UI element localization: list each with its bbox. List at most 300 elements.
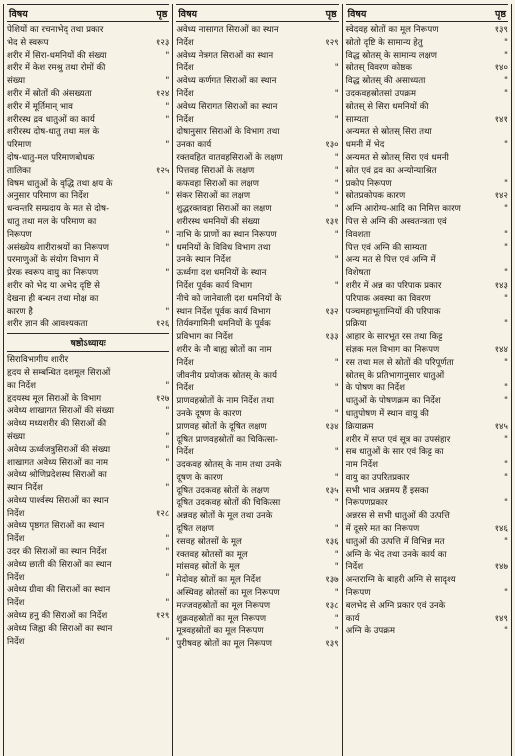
index-entry <box>176 267 338 293</box>
entry-title: शरीर ज्ञान की आवश्यकता <box>7 319 88 330</box>
index-entry <box>176 242 338 268</box>
entry-title: रक्तवहित वातवहसिराओं के लक्षण <box>176 152 283 163</box>
entry-page: " <box>504 140 508 151</box>
entry-page: १२५ <box>155 165 170 176</box>
entry-page: " <box>334 229 339 240</box>
index-entry <box>176 344 338 370</box>
entry-page: " <box>334 255 339 266</box>
entry-title: हृदय से सम्बन्धित दशमूल सिराओं का निर्देश <box>7 367 111 391</box>
entry-page: " <box>504 76 508 87</box>
entry-page: " <box>165 101 170 112</box>
entry-page: " <box>504 626 508 637</box>
entry-title: पित्त एवं अग्नि की साम्यता <box>345 242 427 253</box>
index-entry <box>176 165 338 178</box>
index-entry <box>176 510 338 536</box>
entry-title: शरीर के नौ बाह्य स्रोतों का नाम निर्देश <box>176 344 272 368</box>
entry-page: " <box>504 434 508 445</box>
entry-title: सिराविभागीय शारीर <box>7 355 69 366</box>
header-subject: विषय <box>347 9 367 20</box>
index-entry <box>7 405 169 418</box>
index-entry <box>176 190 338 203</box>
entry-page: १३६ <box>325 536 339 547</box>
index-entry <box>7 254 169 280</box>
entry-title: शरीरस्थ धमनियों की संख्या <box>176 216 260 227</box>
entry-page: " <box>334 626 339 637</box>
index-entry <box>346 434 508 447</box>
entry-title: पित्त से अग्नि की अस्वतन्त्रता एवं विवशता <box>345 216 447 240</box>
entry-page: " <box>334 562 339 573</box>
entry-page: " <box>504 50 508 61</box>
index-entry <box>346 126 508 152</box>
index-entry <box>176 203 338 216</box>
index-entry <box>176 587 338 600</box>
index-entry <box>7 178 169 204</box>
entry-title: शरीर में सप्त एवं सूत्र का उपसंहार <box>345 434 451 445</box>
entry-title: धातुओं के पोषणक्रम का निर्देश <box>345 396 441 407</box>
entry-title: मज्जवहस्रोतों का मूल निरूपण <box>176 600 271 611</box>
index-entry <box>7 280 169 318</box>
entry-title: अवेध्य शाखागत सिराओं की संख्या <box>7 406 114 417</box>
entry-list <box>176 24 338 651</box>
entry-page: " <box>165 483 170 494</box>
index-entry <box>346 62 508 75</box>
index-entry <box>176 395 338 421</box>
entry-list <box>7 24 169 331</box>
entry-page: " <box>504 293 508 304</box>
entry-page: " <box>504 357 508 368</box>
index-entry <box>7 24 169 50</box>
index-entry <box>176 318 338 344</box>
entry-page: " <box>165 444 170 455</box>
index-entry <box>176 50 338 76</box>
entry-page: " <box>165 598 170 609</box>
column-header <box>346 4 508 22</box>
entry-title: हृदयस्थ मूल सिराओं के विभाग <box>7 393 102 404</box>
entry-title: विद्ध स्रोतस् की असाध्यता <box>345 76 426 87</box>
index-entry <box>176 75 338 101</box>
entry-page: १३७ <box>325 575 339 586</box>
entry-title: दोष-धातु-मल परिमाणबोधक तालिका <box>7 152 95 176</box>
index-entry <box>346 472 508 485</box>
entry-page: " <box>165 114 170 125</box>
entry-title: पञ्चमहाभूताग्नियों की परिपाक प्रक्रिया <box>345 306 441 330</box>
entry-page: १२३ <box>155 37 170 48</box>
entry-page: " <box>334 178 339 189</box>
index-entry <box>346 242 508 255</box>
index-entry <box>346 88 508 101</box>
entry-page: १३१ <box>325 216 339 227</box>
index-entry <box>7 546 169 559</box>
entry-title: अन्यमत से स्रोतस् सिरा तथा धमनी में भेद <box>345 127 432 151</box>
entry-page: " <box>334 204 339 215</box>
entry-title: पित्तवह सिराओं के लक्षण <box>176 165 255 176</box>
index-entry <box>346 485 508 511</box>
entry-list <box>7 354 169 648</box>
entry-page: " <box>334 63 339 74</box>
entry-page: " <box>504 319 508 330</box>
index-entry <box>346 254 508 280</box>
entry-title: अवेध्य पार्श्वस्थ सिराओं का स्थान निर्देश <box>7 495 109 519</box>
index-entry <box>176 613 338 626</box>
index-entry <box>176 152 338 165</box>
entry-page: १४९ <box>494 613 508 624</box>
index-entry <box>7 50 169 63</box>
entry-page: १३५ <box>325 485 339 496</box>
entry-title: कफवहा सिराओं का लक्षण <box>176 178 259 189</box>
entry-title: धन्वन्तरि सम्प्रदाय के मत से दोष- धातु तथा मल के परिमाण का निरूपण <box>7 204 110 240</box>
index-entry <box>346 536 508 549</box>
entry-title: अवेध्य छाती की सिराओं का स्थान निर्देश <box>7 559 112 583</box>
entry-page: १३२ <box>325 306 339 317</box>
entry-page: " <box>165 431 170 442</box>
entry-title: अन्तराग्नि के बाहरी अग्नि से सादृश्य निरूपण <box>345 575 456 599</box>
entry-title: स्रोतप्रकोपक कारण <box>345 191 406 202</box>
entry-title: अन्नवह स्रोतों के मूल तथा उनके दूषित लक्षण <box>176 511 273 535</box>
entry-page: " <box>165 268 170 279</box>
entry-title: आहार के सारभूत रस तथा किट्ट संज्ञक मल विभाग का निरूपण <box>345 332 443 355</box>
index-entry <box>346 50 508 63</box>
entry-page: " <box>165 306 170 317</box>
entry-page: १४२ <box>494 191 508 202</box>
entry-page: " <box>334 524 339 535</box>
entry-page: १२८ <box>155 508 170 519</box>
index-entry <box>7 444 169 457</box>
entry-title: मेदोवह स्रोतों का मूल निर्देश <box>176 575 261 586</box>
index-entry <box>176 459 338 485</box>
entry-page: " <box>165 636 170 647</box>
entry-page: " <box>334 165 339 176</box>
index-entry <box>7 610 169 623</box>
index-entry <box>346 75 508 88</box>
entry-title: रक्तवह स्रोतसों का मूल <box>176 549 248 560</box>
index-entry <box>346 24 508 37</box>
entry-page: १२९ <box>325 37 339 48</box>
entry-title: धातुपोषण में स्थान वायु की क्रियाक्रम <box>345 408 429 432</box>
index-entry <box>7 520 169 546</box>
entry-title: अग्नि के भेद तथा उनके कार्य का निर्देश <box>345 549 447 573</box>
index-entry <box>7 152 169 178</box>
index-entry <box>176 561 338 574</box>
index-entry <box>346 600 508 626</box>
entry-page: " <box>504 460 508 471</box>
index-entry <box>7 495 169 521</box>
index-entry <box>176 24 338 50</box>
entry-page: १२७ <box>155 393 170 404</box>
entry-page: " <box>504 229 508 240</box>
header-page: पृष्ठ <box>325 9 337 20</box>
header-page: पृष्ठ <box>494 9 506 20</box>
index-entry <box>7 457 169 470</box>
entry-page: " <box>165 534 170 545</box>
entry-title: परिपाक अवस्था का विवरण <box>345 293 431 304</box>
index-entry <box>176 600 338 613</box>
entry-title: उदकवह स्रोतस् के नाम तथा उनके दूषण के कारण <box>176 460 282 483</box>
header-subject: विषय <box>178 9 198 20</box>
entry-title: नाभि के प्राणों का स्थान निरूपण <box>176 229 277 240</box>
index-entry <box>176 574 338 587</box>
index-entry <box>176 549 338 562</box>
index-entry <box>176 229 338 242</box>
entry-title: सभी भाव अन्नमय हैं इसका निरूपणप्रकार <box>345 485 429 509</box>
entry-page: " <box>334 408 339 419</box>
index-entry <box>7 623 169 649</box>
entry-page: " <box>504 498 508 509</box>
index-entry <box>7 62 169 88</box>
entry-page: " <box>334 383 339 394</box>
entry-title: पेशियों का रचनाभेद् तथा प्रकार भेद से स्वरूप <box>7 25 104 48</box>
entry-title: शरीर में अन्न का परिपाक प्रकार <box>345 280 442 291</box>
entry-page: " <box>165 191 170 202</box>
entry-title: शरीर में स्रोतों की अंसख्यता <box>7 88 92 99</box>
index-entry <box>7 114 169 127</box>
entry-page: " <box>334 549 339 560</box>
entry-page: " <box>334 191 339 202</box>
index-column-1 <box>3 4 172 756</box>
entry-page: १४१ <box>494 114 508 125</box>
entry-title: अवेध्य जिह्वा की सिराओं का स्थान निर्देश <box>7 623 113 647</box>
entry-title: दोषानुसार सिराओं के विभाग तथा उनका कार्य <box>176 127 280 151</box>
entry-title: शाखागत अवेध्य सिराओं का नाम <box>7 457 109 468</box>
entry-page: " <box>504 588 508 599</box>
entry-page: " <box>165 380 170 391</box>
index-entry <box>7 101 169 114</box>
entry-title: धमनियों के विविध विभाग तथा उनके स्थान निर्देश <box>176 242 271 266</box>
index-entry <box>346 306 508 332</box>
entry-title: अवेध्य सिरागत सिराओं का स्थान निर्देश <box>176 101 278 125</box>
chapter-heading: षष्ठोऽध्यायः <box>7 333 169 352</box>
entry-title: दूषित उदकवह स्रोतों की चिकित्सा <box>176 498 281 509</box>
entry-page: " <box>334 88 339 99</box>
entry-page: " <box>165 76 170 87</box>
entry-page: १४४ <box>494 344 508 355</box>
index-entry <box>176 293 338 319</box>
index-entry <box>176 485 338 498</box>
entry-title: परमाणुओं के संयोग विभाग में प्रेरक स्वरूप वायु का निरूपण <box>7 255 99 279</box>
entry-page: " <box>334 280 339 291</box>
index-entry <box>176 421 338 434</box>
entry-title: शरीरस्थ द्रव धातुओं का कार्य <box>7 114 95 125</box>
entry-page: " <box>165 406 170 417</box>
index-entry <box>346 625 508 638</box>
index-entry <box>176 216 338 229</box>
index-entry <box>7 126 169 152</box>
entry-page: १४६ <box>494 524 508 535</box>
entry-title: अग्नि के उपक्रम <box>345 626 396 637</box>
index-entry <box>346 37 508 50</box>
entry-title: प्राणवहस्रोतों के नाम निर्देश तथा उनके दूषण के कारण <box>176 396 274 419</box>
entry-title: अवेध्य कर्णगत सिराओं का स्थान निर्देश <box>176 76 277 99</box>
entry-title: अवेध्य ग्रीवा की सिराओं का स्थान निर्देश <box>7 585 111 609</box>
entry-page: " <box>504 242 508 253</box>
index-entry <box>7 418 169 444</box>
entry-page: " <box>334 357 339 368</box>
index-entry <box>346 549 508 575</box>
entry-title: बलभेद से अग्नि प्रकार एवं उनके कार्य <box>345 600 446 624</box>
index-entry <box>346 190 508 203</box>
index-entry <box>346 280 508 293</box>
entry-title: रसवह स्रोतसों के मूल <box>176 536 242 547</box>
entry-page: १४० <box>494 63 508 74</box>
column-header <box>7 4 169 22</box>
index-entry <box>176 536 338 549</box>
index-entry <box>346 574 508 600</box>
index-entry <box>176 370 338 396</box>
entry-page: " <box>165 229 170 240</box>
column-header <box>176 4 338 22</box>
entry-title: नीचे को जानेवाली दश धमनियों के स्थान निर्देश पूर्वक कार्य विभाग <box>176 293 282 317</box>
index-entry <box>7 88 169 101</box>
entry-title: अवेध्य श्रोणिप्रदेशस्थ सिराओं का स्थान निर्देश <box>7 470 107 494</box>
entry-title: अवेध्य नासागत सिराओं का स्थान निर्देश <box>176 25 279 48</box>
entry-page: " <box>504 383 508 394</box>
index-entry <box>346 446 508 472</box>
entry-page: " <box>504 536 508 547</box>
entry-page: " <box>165 140 170 151</box>
index-entry <box>346 331 508 357</box>
entry-title: सब धातुओं के सार एवं किट्ट का नाम निर्देश <box>345 447 444 471</box>
entry-title: दूषित उदकवह स्रोतों के लक्षण <box>176 485 270 496</box>
entry-title: पुरीषवह स्रोतों का मूल निरूपण <box>176 639 272 650</box>
entry-title: अन्य मत से पित्त एवं अग्नि में विशेषता <box>345 255 436 279</box>
entry-title: शरीर को भेद या अभेद दृष्टि से देखना ही बन्धन तथा मोक्ष का कारण है <box>7 280 100 317</box>
entry-title: असंख्येय शारीराश्रयों का निरूपण <box>7 242 110 253</box>
header-subject: विषय <box>9 9 28 20</box>
entry-title: स्वेदवह स्रोतों का मूल निरूपण <box>345 25 439 35</box>
index-entry <box>346 293 508 306</box>
index-entry <box>346 408 508 434</box>
entry-page: " <box>165 242 170 253</box>
index-entry <box>7 367 169 393</box>
entry-title: शुक्रवहस्रोतों का मूल निरूपण <box>176 613 267 624</box>
entry-page: " <box>165 50 170 61</box>
entry-page: १३८ <box>325 600 339 611</box>
entry-title: धातुओं की उत्पत्ति में विभिन्न मत <box>345 536 445 547</box>
entry-page: " <box>504 204 508 215</box>
index-columns <box>3 4 512 756</box>
entry-title: अग्नि आरोग्य-आदि का निमित्त कारण <box>345 204 461 215</box>
entry-title: अवेध्य पृष्ठगत सिराओं का स्थान निर्देश <box>7 521 105 545</box>
index-entry <box>346 203 508 216</box>
entry-title: अन्यमत से स्रोतस् सिरा एवं धमनी स्रोत एवं द्रव का अन्योन्याश्रित प्रकोप निरूपण <box>345 152 449 189</box>
index-entry <box>176 638 338 651</box>
index-entry <box>7 354 169 367</box>
entry-page: १२६ <box>155 319 170 330</box>
index-entry <box>346 370 508 396</box>
entry-title: अवेध्य नेत्रगत सिराओं का स्थान निर्देश <box>176 50 274 74</box>
entry-title: जीवनीय प्रयोजक स्रोतस् के कार्य निर्देश <box>176 370 277 394</box>
entry-title: शरीर में मूर्तिमान् भाव <box>7 101 73 112</box>
entry-title: स्रोतस् विवरण कोष्ठक <box>345 63 412 74</box>
entry-title: अवेध्य मध्यशरीर की सिराओं की संख्या <box>7 419 107 442</box>
entry-page: १४३ <box>494 280 508 291</box>
index-entry <box>176 126 338 152</box>
index-entry <box>176 625 338 638</box>
entry-title: मांसवह स्रोतों के मूल <box>176 562 240 573</box>
entry-title: स्रोतो दृष्टि के सामान्य हेतु <box>345 37 423 48</box>
entry-page: " <box>504 268 508 279</box>
entry-page: " <box>165 457 170 468</box>
entry-page: " <box>504 178 508 189</box>
index-column-2 <box>172 4 341 756</box>
index-entry <box>7 203 169 241</box>
entry-page: " <box>504 37 508 48</box>
entry-page: १३९ <box>494 25 508 35</box>
entry-page: " <box>334 152 339 163</box>
entry-list <box>346 24 508 638</box>
entry-title: ऊर्ध्वगा दश धमनियों के स्थान निर्देश पूर्वक कार्य विभाग <box>176 268 267 291</box>
index-entry <box>346 216 508 242</box>
entry-page: " <box>504 396 508 407</box>
entry-page: १३९ <box>325 639 339 650</box>
entry-page: १२९ <box>155 611 170 622</box>
index-entry <box>176 434 338 460</box>
entry-title: अवेध्य ऊर्ध्वजत्रुसिराओं की संख्या <box>7 444 111 455</box>
entry-page: १४५ <box>494 421 508 432</box>
entry-title: अवेध्य हनु की सिराओं का निर्देश <box>7 611 108 622</box>
entry-title: अन्नरस से सभी धातुओं की उत्पत्ति में दूसरे मत का निरूपण <box>345 511 450 535</box>
index-entry <box>346 510 508 536</box>
entry-title: विषम धातुओं के वृद्धि तथा क्षय के अनुसार परिमाण का निर्देश <box>7 178 113 202</box>
entry-title: प्राणवह स्रोतों के दूषित लक्षण <box>176 421 267 432</box>
index-entry <box>7 242 169 255</box>
index-entry <box>346 152 508 190</box>
index-entry <box>7 318 169 331</box>
entry-title: अस्थिवह स्रोतसों का मूल निरूपण <box>176 588 280 599</box>
entry-page: १३० <box>325 140 339 151</box>
entry-title: संकर सिराओं का लक्षण <box>176 191 251 202</box>
entry-title: शुद्धरक्तवहा सिराओं का लक्षण <box>176 204 272 215</box>
entry-title: विद्ध स्रोतस् के सामान्य लक्षण <box>345 50 438 61</box>
entry-title: शरीरस्थ दोष-धातु तथा मल के परिमाण <box>7 127 100 151</box>
entry-title: वायु का उपरितप्रकार <box>345 472 410 483</box>
entry-page: " <box>504 472 508 483</box>
index-entry <box>176 101 338 127</box>
index-entry <box>176 178 338 191</box>
index-entry <box>7 584 169 610</box>
entry-page: " <box>165 547 170 558</box>
index-entry <box>7 559 169 585</box>
entry-page: " <box>334 447 339 458</box>
entry-page: " <box>334 472 339 483</box>
entry-page: " <box>334 613 339 624</box>
index-entry <box>176 497 338 510</box>
entry-page: १४७ <box>494 562 508 573</box>
index-entry <box>7 393 169 406</box>
entry-title: रस तथा मल से स्रोतों की परिपूर्णता <box>345 357 454 368</box>
index-entry <box>346 395 508 408</box>
entry-title: दूषित प्राणवहस्रोतों का चिकित्सा- निर्देश <box>176 434 279 458</box>
entry-page: " <box>334 114 339 125</box>
entry-page: १३४ <box>325 421 339 432</box>
entry-title: तिर्यक्गामिनी धमनियों के पूर्वक प्रविभाग का निर्देश <box>176 319 271 343</box>
entry-title: स्रोतस् के प्रतिभागानुसार धातुओं के पोषण का निर्देश <box>345 370 445 394</box>
entry-page: १३३ <box>325 332 339 343</box>
entry-title: उदकवहस्रोतसां उपक्रम <box>345 88 416 99</box>
entry-title: मूत्रवहस्रोतों का मूल निरूपण <box>176 626 264 637</box>
entry-page: " <box>334 588 339 599</box>
entry-title: शरीर में केश रमश्रु तथा रोमों की संख्या <box>7 63 106 87</box>
entry-page: १२४ <box>155 88 170 99</box>
index-entry <box>346 101 508 127</box>
index-entry <box>346 357 508 370</box>
entry-title: स्रोतस् से सिरा धमनियों की साम्यता <box>345 101 429 125</box>
entry-title: उदर की सिराओं का स्थान निर्देश <box>7 547 107 558</box>
entry-page: " <box>504 88 508 99</box>
entry-title: शरीर में सिरा-धमनियों की संख्या <box>7 50 107 61</box>
index-entry <box>7 469 169 495</box>
entry-page: " <box>165 572 170 583</box>
header-page: पृष्ठ <box>156 9 168 20</box>
